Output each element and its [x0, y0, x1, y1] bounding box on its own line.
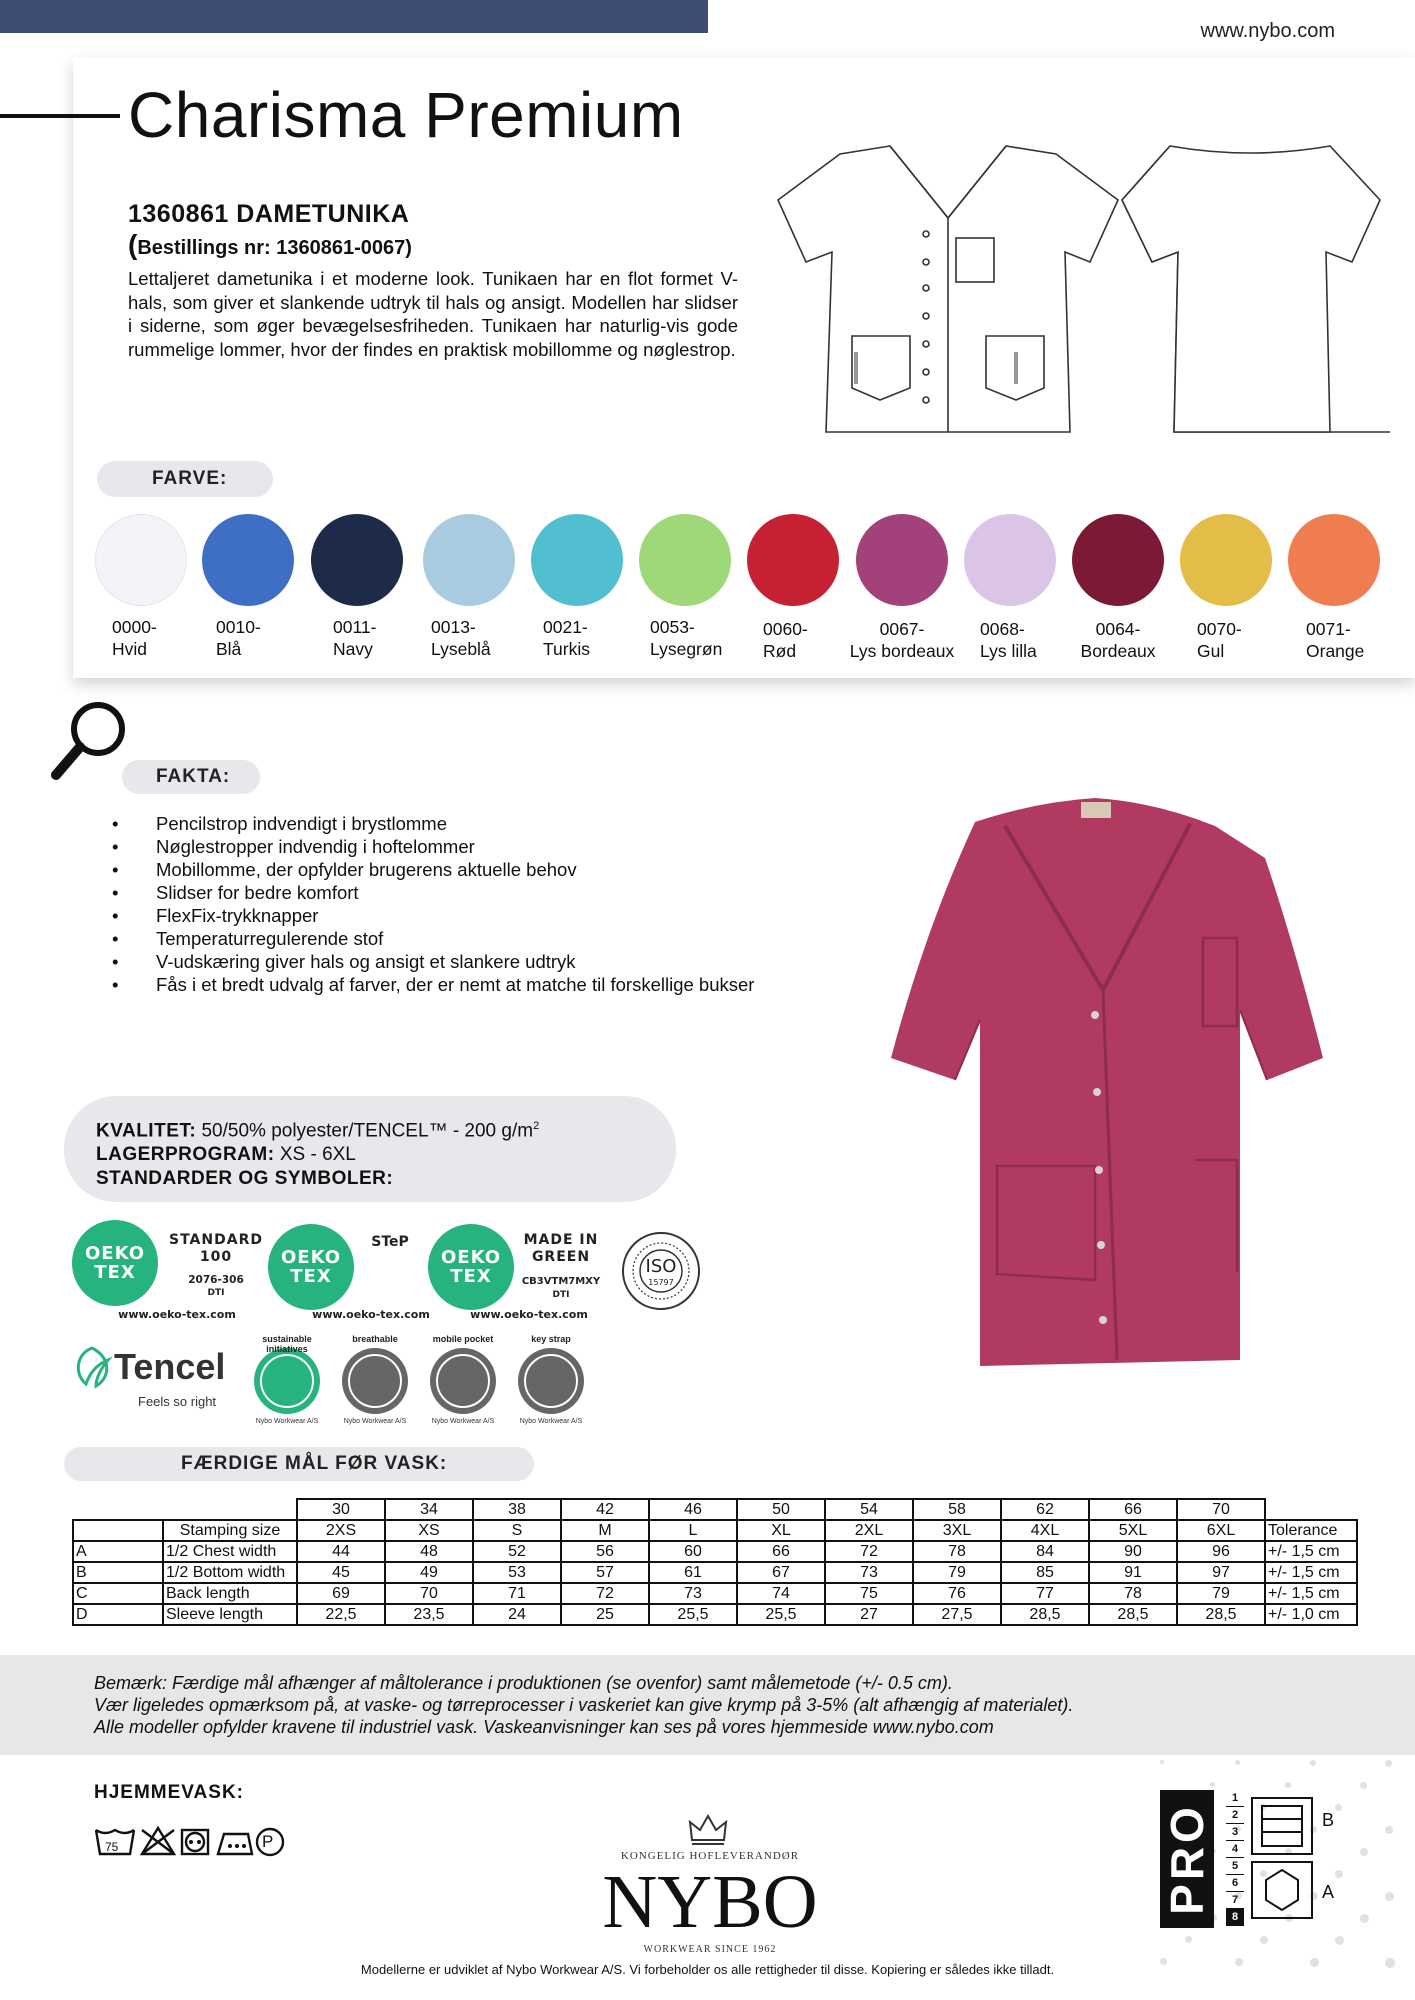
color-name: Navy — [333, 639, 373, 659]
eu-size-cell: 34 — [385, 1499, 473, 1520]
decor-dot — [1335, 1870, 1343, 1878]
fact-item: • Fås i et bredt udvalg af farver, der er nemt at matche til forskellige bukser — [110, 973, 754, 996]
feature-label: sustainable initiatives — [262, 1334, 312, 1354]
measurement-cell: 90 — [1089, 1541, 1177, 1562]
measurement-cell: 75 — [825, 1583, 913, 1604]
measurement-cell: 27,5 — [913, 1604, 1001, 1625]
pro-level: 3 — [1226, 1824, 1244, 1841]
decor-dot — [1160, 1760, 1164, 1764]
measurement-cell: 79 — [913, 1562, 1001, 1583]
pro-level: 6 — [1226, 1875, 1244, 1892]
measurement-cell: 44 — [297, 1541, 385, 1562]
table-row — [73, 1520, 1357, 1541]
tencel-tagline: Feels so right — [138, 1394, 217, 1409]
order-number — [128, 229, 412, 261]
decor-dot — [1335, 1936, 1344, 1945]
table-blank — [163, 1499, 297, 1520]
color-swatch[interactable] — [1072, 514, 1164, 606]
step-title: STeP — [371, 1234, 409, 1250]
eu-size-cell: 62 — [1001, 1499, 1089, 1520]
standard100-inst: DTI — [207, 1288, 225, 1298]
stamping-size-cell: 2XL — [825, 1520, 913, 1541]
row-letter: D — [73, 1604, 163, 1625]
made-in-green-code: CB3VTM7MXY — [521, 1276, 601, 1287]
leaves-icon — [252, 1346, 322, 1416]
color-name: Lys lilla — [980, 641, 1037, 661]
color-label — [1044, 618, 1192, 662]
table-blank — [1265, 1499, 1357, 1520]
color-swatch[interactable] — [531, 514, 623, 606]
color-code: 0010- — [216, 617, 261, 637]
decor-dot — [1360, 1914, 1369, 1923]
measurement-table — [72, 1498, 1358, 1626]
quality-sup: 2 — [533, 1120, 540, 1132]
feature-ring-text: Nybo Workwear A/S — [343, 1418, 407, 1425]
feature-ring-text: Nybo Workwear A/S — [255, 1418, 319, 1425]
fact-item: • Mobillomme, der opfylder brugerens aktuelle behov — [110, 858, 754, 881]
measurement-cell: 27 — [825, 1604, 913, 1625]
stamping-size-cell: XS — [385, 1520, 473, 1541]
color-label — [216, 616, 261, 660]
pro-category-icons — [1250, 1790, 1320, 1928]
color-code: 0071- — [1306, 619, 1351, 639]
stamping-label: Stamping size — [163, 1520, 297, 1541]
note-line: Bemærk: Færdige mål afhænger af måltolerance i produktionen (se ovenfor) samt målemetode (+/- 0.5 cm). — [94, 1673, 953, 1693]
decor-dot — [1360, 1848, 1368, 1856]
order-paren: ( — [128, 229, 138, 260]
stamping-size-cell: L — [649, 1520, 737, 1541]
eu-size-cell: 46 — [649, 1499, 737, 1520]
decor-dot — [1385, 1826, 1393, 1834]
oeko-tex-label: OEKO TEX — [440, 1247, 502, 1287]
stamping-size-cell: M — [561, 1520, 649, 1541]
measurement-cell: 72 — [561, 1583, 649, 1604]
made-in-green-title: MADE IN GREEN — [523, 1232, 599, 1265]
feature-label: breathable — [352, 1334, 398, 1344]
note-line: Alle modeller opfylder kravene til industriel vask. Vaskeanvisninger kan ses på vores hjemmeside www.nybo.com — [94, 1717, 994, 1737]
row-letter: C — [73, 1583, 163, 1604]
stamping-size-cell: 2XS — [297, 1520, 385, 1541]
decor-dot — [1260, 1936, 1268, 1944]
table-row — [73, 1499, 1357, 1520]
color-name: Turkis — [543, 639, 590, 659]
oeko-url: www.oeko-tex.com — [118, 1308, 236, 1321]
color-label — [112, 616, 157, 660]
measurement-cell: 71 — [473, 1583, 561, 1604]
measurement-cell: 77 — [1001, 1583, 1089, 1604]
table-row — [73, 1541, 1357, 1562]
tolerance-cell: +/- 1,5 cm — [1265, 1583, 1357, 1604]
stamping-size-cell: 4XL — [1001, 1520, 1089, 1541]
row-label: 1/2 Chest width — [163, 1541, 297, 1562]
feature-ring-text: Nybo Workwear A/S — [431, 1418, 495, 1425]
pro-level: 8 — [1226, 1909, 1244, 1926]
standard100-code: 2076-306 — [188, 1274, 244, 1286]
product-id: 1360861 DAMETUNIKA — [128, 200, 410, 228]
decor-dot — [1185, 1936, 1192, 1943]
eu-size-cell: 38 — [473, 1499, 561, 1520]
measurement-cell: 69 — [297, 1583, 385, 1604]
decor-dot — [1235, 1760, 1240, 1765]
color-swatch[interactable] — [311, 514, 403, 606]
quality-text — [96, 1114, 539, 1191]
pro-level: 5 — [1226, 1858, 1244, 1875]
footer-copyright: Modellerne er udviklet af Nybo Workwear A/S. Vi forbeholder os alle rettigheder til disse. Kopiering er således ikke tilladt. — [360, 1962, 1055, 1977]
fact-item: • Nøglestropper indvendig i hoftelommer — [110, 835, 754, 858]
header-bar — [0, 0, 708, 33]
decor-dot — [1335, 1804, 1342, 1811]
color-code: 0011- — [333, 617, 377, 637]
iron-icon — [218, 1834, 252, 1854]
feature-ring-text: Nybo Workwear A/S — [519, 1418, 583, 1425]
stamping-size-cell: 6XL — [1177, 1520, 1265, 1541]
row-label: 1/2 Bottom width — [163, 1562, 297, 1583]
stock-label: LAGERPROGRAM: — [96, 1144, 275, 1166]
fact-item: • FlexFix-trykknapper — [110, 904, 754, 927]
facts-heading: FAKTA: — [122, 760, 260, 794]
measurement-cell: 85 — [1001, 1562, 1089, 1583]
tolerance-cell: +/- 1,5 cm — [1265, 1562, 1357, 1583]
color-swatch[interactable] — [964, 514, 1056, 606]
color-code: 0070- — [1197, 619, 1242, 639]
color-swatch[interactable] — [1288, 514, 1380, 606]
stamping-size-cell: 5XL — [1089, 1520, 1177, 1541]
pro-a-label: A — [1322, 1882, 1335, 1902]
color-label — [650, 616, 722, 660]
measurement-cell: 72 — [825, 1541, 913, 1562]
standards-label: STANDARDER OG SYMBOLER: — [96, 1168, 394, 1190]
table-blank — [73, 1499, 163, 1520]
eu-size-cell: 42 — [561, 1499, 649, 1520]
measurement-cell: 25,5 — [649, 1604, 737, 1625]
stamping-size-cell: S — [473, 1520, 561, 1541]
measurement-cell: 79 — [1177, 1583, 1265, 1604]
color-code: 0064- — [1095, 619, 1141, 639]
table-row — [73, 1562, 1357, 1583]
standard100-title: STANDARD 100 — [169, 1232, 263, 1265]
home-wash-heading: HJEMMEVASK: — [94, 1782, 244, 1803]
order-text: Bestillings nr: 1360861-0067) — [137, 237, 412, 259]
measurement-cell: 67 — [737, 1562, 825, 1583]
color-label — [980, 618, 1037, 662]
eu-size-cell: 50 — [737, 1499, 825, 1520]
stamping-size-cell: XL — [737, 1520, 825, 1541]
measurement-cell: 57 — [561, 1562, 649, 1583]
color-label — [1197, 618, 1242, 662]
measurement-cell: 78 — [913, 1541, 1001, 1562]
color-name: Rød — [763, 641, 797, 661]
color-swatch[interactable] — [639, 514, 731, 606]
fact-item: • V-udskæring giver hals og ansigt et slankere udtryk — [110, 950, 754, 973]
wash-temp: 75 — [105, 1840, 119, 1854]
decor-dot — [1210, 1782, 1215, 1787]
eu-size-cell: 54 — [825, 1499, 913, 1520]
oeko-url: www.oeko-tex.com — [470, 1308, 588, 1321]
color-swatch[interactable] — [95, 514, 187, 606]
iso-label: ISO — [645, 1256, 677, 1277]
decor-dot — [1310, 1760, 1316, 1766]
row-letter: B — [73, 1562, 163, 1583]
measurement-cell: 78 — [1089, 1583, 1177, 1604]
pro-level: 1 — [1226, 1790, 1244, 1807]
fact-item: • Slidser for bedre komfort — [110, 881, 754, 904]
colors-heading: FARVE: — [97, 461, 273, 497]
eu-size-cell: 66 — [1089, 1499, 1177, 1520]
fact-item: • Temperaturregulerende stof — [110, 927, 754, 950]
measurement-cell: 28,5 — [1001, 1604, 1089, 1625]
color-name: Bordeaux — [1080, 641, 1156, 661]
title-rule — [0, 114, 120, 118]
care-symbols — [94, 1822, 314, 1862]
note-line: Vær ligeledes opmærksom på, at vaske- og tørreprocesser i vaskeriet kan give krymp på 3-5% (alt afhængig af materialet). — [94, 1695, 1074, 1715]
measurement-cell: 73 — [649, 1583, 737, 1604]
eu-size-cell: 58 — [913, 1499, 1001, 1520]
measurement-cell: 53 — [473, 1562, 561, 1583]
feature-label: mobile pocket — [432, 1334, 494, 1344]
decor-dot — [1285, 1782, 1291, 1788]
mobile-pocket-icon — [428, 1346, 498, 1416]
measurement-cell: 52 — [473, 1541, 561, 1562]
measurement-cell: 25 — [561, 1604, 649, 1625]
color-label — [543, 616, 590, 660]
color-swatch[interactable] — [1180, 514, 1272, 606]
eu-size-cell: 70 — [1177, 1499, 1265, 1520]
color-name: Orange — [1306, 641, 1365, 661]
color-name: Lys bordeaux — [849, 641, 955, 661]
oeko-tex-label: OEKO TEX — [84, 1243, 146, 1283]
breathable-icon — [340, 1346, 410, 1416]
pro-badge — [1160, 1790, 1214, 1928]
color-code: 0000- — [112, 617, 157, 637]
measurement-cell: 97 — [1177, 1562, 1265, 1583]
pro-label: PRO — [1161, 1803, 1213, 1915]
color-name: Gul — [1197, 641, 1225, 661]
measurement-cell: 74 — [737, 1583, 825, 1604]
color-label — [763, 618, 808, 662]
measurement-cell: 45 — [297, 1562, 385, 1583]
made-in-green-inst: DTI — [552, 1290, 570, 1300]
iso-number: 15797 — [648, 1278, 674, 1287]
stock-value: XS - 6XL — [274, 1144, 356, 1166]
measurement-cell: 84 — [1001, 1541, 1089, 1562]
measurement-cell: 56 — [561, 1541, 649, 1562]
measurement-cell: 70 — [385, 1583, 473, 1604]
color-name: Lyseblå — [431, 639, 491, 659]
color-code: 0021- — [543, 617, 588, 637]
eu-size-cell: 30 — [297, 1499, 385, 1520]
pro-level: 2 — [1226, 1807, 1244, 1824]
color-name: Blå — [216, 639, 242, 659]
magnifier-icon — [48, 695, 132, 785]
table-row — [73, 1583, 1357, 1604]
decor-dot — [1385, 1760, 1392, 1767]
nybo-logo: NYBO — [602, 1860, 818, 1944]
color-code: 0060- — [763, 619, 808, 639]
pro-b-label: B — [1322, 1810, 1335, 1830]
measurement-cell: 49 — [385, 1562, 473, 1583]
color-code: 0013- — [431, 617, 476, 637]
color-code: 0068- — [980, 619, 1025, 639]
since-tagline: WORKWEAR SINCE 1962 — [643, 1944, 777, 1955]
page-title: Charisma Premium — [128, 79, 684, 151]
measurement-cell: 22,5 — [297, 1604, 385, 1625]
tencel-label: Tencel — [114, 1346, 226, 1387]
quality-label: KVALITET: — [96, 1120, 197, 1142]
color-label — [828, 618, 976, 662]
color-swatch[interactable] — [202, 514, 294, 606]
decor-dot — [1360, 1782, 1367, 1789]
website-link[interactable]: www.nybo.com — [1200, 20, 1335, 42]
color-label — [1306, 618, 1364, 662]
measurements-heading: FÆRDIGE MÅL FØR VASK: — [64, 1447, 534, 1481]
dry-clean-letter: P — [262, 1832, 274, 1851]
iso-badge — [620, 1230, 702, 1312]
row-label: Back length — [163, 1583, 297, 1604]
measurement-cell: 91 — [1089, 1562, 1177, 1583]
measurement-cell: 60 — [649, 1541, 737, 1562]
product-photo — [885, 790, 1325, 1370]
stamping-size-cell: 3XL — [913, 1520, 1001, 1541]
color-swatch[interactable] — [747, 514, 839, 606]
pro-level: 7 — [1226, 1892, 1244, 1909]
pro-level: 4 — [1226, 1841, 1244, 1858]
table-row — [73, 1604, 1357, 1625]
key-strap-icon — [516, 1346, 586, 1416]
measurement-cell: 66 — [737, 1541, 825, 1562]
royal-supplier-tagline: KONGELIG HOFLEVERANDØR — [620, 1850, 800, 1862]
measurement-cell: 73 — [825, 1562, 913, 1583]
quality-value: 50/50% polyester/TENCEL™ - 200 g/m — [196, 1120, 534, 1142]
measurement-cell: 25,5 — [737, 1604, 825, 1625]
table-blank — [73, 1520, 163, 1541]
measurement-cell: 76 — [913, 1583, 1001, 1604]
decor-dot — [1385, 1892, 1394, 1901]
pro-scale — [1226, 1790, 1244, 1926]
row-label: Sleeve length — [163, 1604, 297, 1625]
measurement-cell: 28,5 — [1177, 1604, 1265, 1625]
color-label — [333, 616, 376, 660]
color-code: 0053- — [650, 617, 695, 637]
crown-icon — [688, 1812, 728, 1846]
oeko-url: www.oeko-tex.com — [312, 1308, 430, 1321]
color-swatch[interactable] — [423, 514, 515, 606]
facts-list — [110, 812, 754, 996]
tencel-logo — [70, 1342, 240, 1414]
feature-label: key strap — [531, 1334, 571, 1344]
tolerance-cell: +/- 1,0 cm — [1265, 1604, 1357, 1625]
measurement-cell: 28,5 — [1089, 1604, 1177, 1625]
care-note — [94, 1672, 1073, 1738]
color-name: Lysegrøn — [650, 639, 723, 659]
measurement-cell: 96 — [1177, 1541, 1265, 1562]
color-code: 0067- — [879, 619, 925, 639]
color-label — [431, 616, 491, 660]
tencel-leaf-icon — [70, 1344, 114, 1390]
color-swatch[interactable] — [856, 514, 948, 606]
measurement-cell: 23,5 — [385, 1604, 473, 1625]
product-description: Lettaljeret dametunika i et moderne look. Tunikaen har en flot formet V-hals, som giver et slankende udtryk til hals og ansigt. Modellen har slidser i siderne, som øger bevægelsesfriheden. Tunikaen har naturlig-vis gode rummelige lommer, hvor der findes en praktisk mobillomme og nøglestrop. — [128, 268, 738, 360]
fact-item: • Pencilstrop indvendigt i brystlomme — [110, 812, 754, 835]
oeko-tex-label: OEKO TEX — [280, 1247, 342, 1287]
tolerance-header: Tolerance — [1265, 1520, 1357, 1541]
measurement-cell: 61 — [649, 1562, 737, 1583]
measurement-cell: 24 — [473, 1604, 561, 1625]
measurement-cell: 48 — [385, 1541, 473, 1562]
row-letter: A — [73, 1541, 163, 1562]
garment-technical-drawing — [770, 138, 1390, 438]
tolerance-cell: +/- 1,5 cm — [1265, 1541, 1357, 1562]
color-name: Hvid — [112, 639, 148, 659]
